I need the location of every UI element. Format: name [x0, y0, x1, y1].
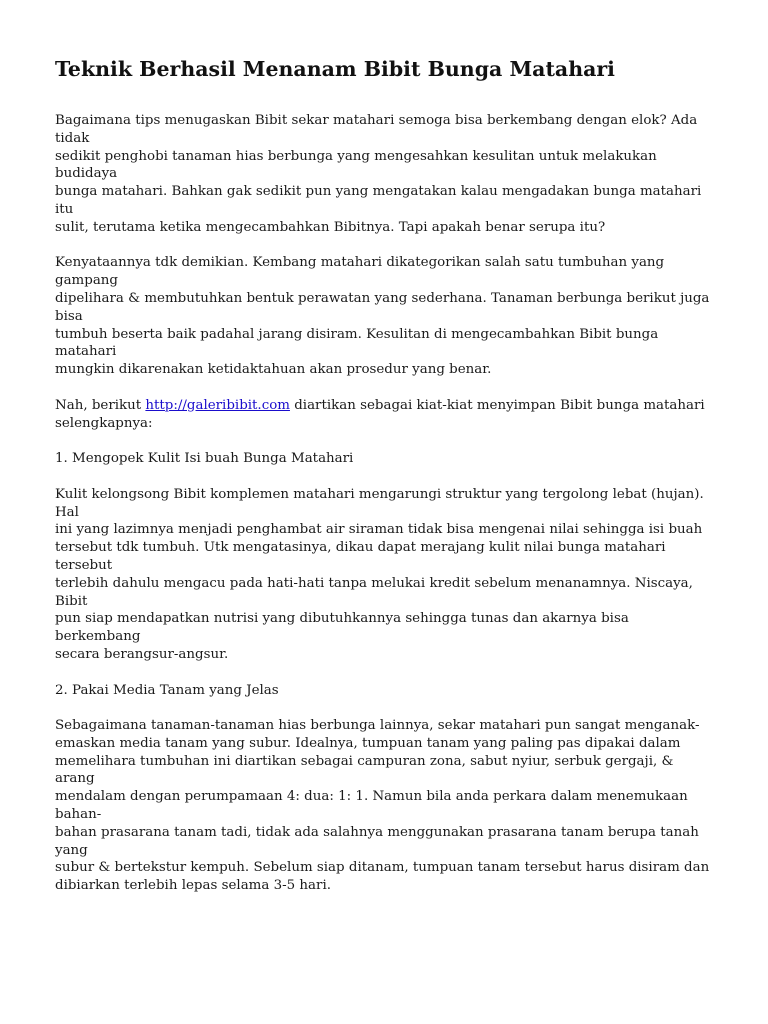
- body-paragraph: Kenyataannya tdk demikian. Kembang matahari dikategorikan salah satu tumbuhan yang gampang dipelihara & membutuhkan bentuk perawatan yang sederhana. Tanaman berbunga berikut juga bisa tumbuh beserta baik padahal jarang disiram. Kesulitan di mengecambahkan Bibit bunga matahari mungkin dikarenakan ketidaktahuan akan prosedur yang benar.: [55, 255, 710, 378]
- link-paragraph: [55, 397, 715, 433]
- section-heading-2: 2. Pakai Media Tanam yang Jelas: [55, 682, 279, 698]
- section-body-1: Kulit kelongsong Bibit komplemen matahari mengarungi struktur yang tergolong lebat (hujan). Hal ini yang lazimnya menjadi penghambat air siraman tidak bisa mengenai nilai sehingga isi buah tersebut tdk tumbuh. Utk mengatasinya, dikau dapat merajang kulit nilai bunga matahari tersebut terlebih dahulu mengacu pada hati-hati tanpa melukai kredit sebelum menanamnya. Niscaya, Bibit pun siap mendapatkan nutrisi yang dibutuhkannya sehingga tunas dan akarnya bisa berkembang secara berangsur-angsur.: [55, 486, 704, 662]
- page-title: Teknik Berhasil Menanam Bibit Bunga Matahari: [55, 57, 615, 81]
- link-paragraph-before: Nah, berikut: [55, 397, 146, 413]
- document-page: [55, 0, 715, 895]
- section-heading-1: 1. Mengopek Kulit Isi buah Bunga Matahari: [55, 451, 354, 467]
- intro-paragraph: Bagaimana tips menugaskan Bibit sekar matahari semoga bisa berkembang dengan elok? Ada tidak sedikit penghobi tanaman hias berbunga yang mengesahkan kesulitan untuk melakukan budidaya bunga matahari. Bahkan gak sedikit pun yang mengatakan kalau mengadakan bunga matahari itu sulit, terutama ketika mengecambahkan Bibitnya. Tapi apakah benar serupa itu?: [55, 113, 702, 235]
- link-paragraph-after: diartikan sebagai kiat-kiat menyimpan Bibit bunga matahari selengkapnya:: [55, 397, 705, 431]
- galeribibit-link[interactable]: http://galeribibit.com: [145, 397, 290, 413]
- section-body-2: Sebagaimana tanaman-tanaman hias berbunga lainnya, sekar matahari pun sangat menganak- emaskan media tanam yang subur. Idealnya, tumpuan tanam yang paling pas dipakai dalam memelihara tumbuhan ini diartikan sebagai campuran zona, sabut nyiur, serbuk gergaji, & arang mendalam dengan perumpamaan 4: dua: 1: 1. Namun bila anda perkara dalam menemukaan bahan- bahan prasarana tanam tadi, tidak ada salahnya menggunakan prasarana tanam berupa tanah yang subur & bertekstur kempuh. Sebelum siap ditanam, tumpuan tanam tersebut harus disiram dan dibiarkan terlebih lepas selama 3-5 hari.: [55, 718, 710, 894]
